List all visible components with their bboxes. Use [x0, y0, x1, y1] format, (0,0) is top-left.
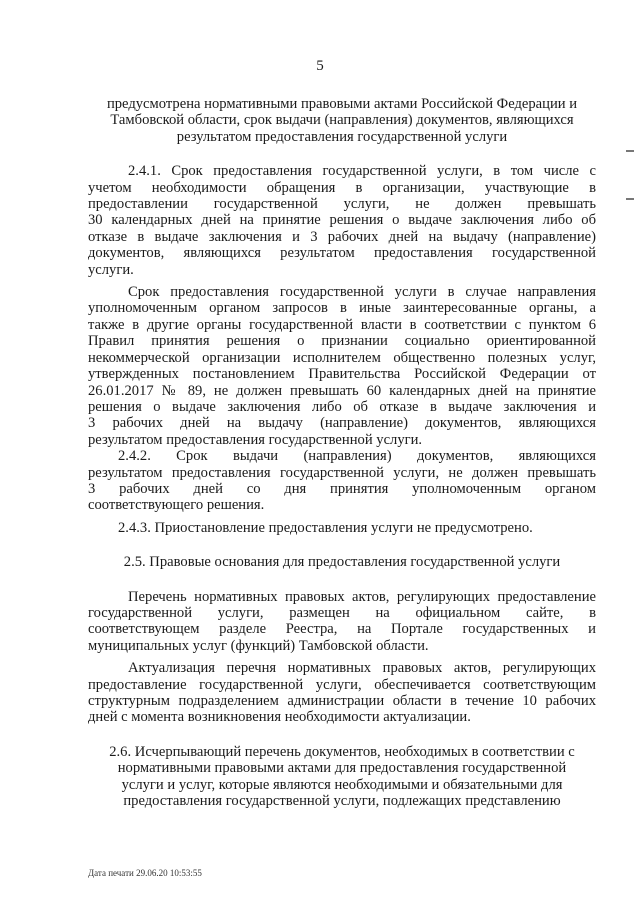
- text-line: 2.4.1. Срок предоставления государственной услуги, в том числе с: [128, 163, 596, 180]
- heading-line: результатом предоставления государственной услуги: [176, 128, 508, 145]
- text-line: дней с момента возникновения необходимости актуализации.: [88, 709, 471, 726]
- text-line: 3 рабочих дней со дня принятия уполномоченным органом: [88, 480, 596, 497]
- heading-line: Тамбовской области, срок выдачи (направления) документов, являющихся: [110, 112, 574, 129]
- text-line: Актуализация перечня нормативных правовых актов, регулирующих: [128, 660, 596, 677]
- text-line: учетом необходимости обращения в организации, участвующие в: [88, 179, 596, 196]
- text-line: предоставлении государственной услуги, не должен превышать: [88, 196, 596, 213]
- text-line: отказе в выдаче заключения и 3 рабочих дней на выдачу (направление): [88, 228, 596, 245]
- text-line: муниципальных услуг (функций) Тамбовской области.: [88, 637, 429, 654]
- page-number: 5: [316, 58, 324, 74]
- document-body: [88, 96, 596, 809]
- heading-2-5: 2.5. Правовые основания для предоставления государственной услуги: [123, 554, 561, 571]
- text-line: 3 рабочих дней на выдачу (направление) документов, являющихся: [88, 415, 596, 432]
- text-line: предоставление государственной услуги, обеспечивается соответствующим: [88, 676, 596, 693]
- text-line: документов, являющихся результатом предоставления государственной: [88, 245, 596, 262]
- scan-edge-mark: [626, 150, 634, 152]
- text-line: Перечень нормативных правовых актов, регулирующих предоставление: [128, 588, 596, 605]
- paragraph-actualization: [88, 660, 596, 726]
- heading-2-6: [88, 744, 596, 810]
- heading-line: услуги и услуг, которые являются необходимыми и обязательными для: [121, 776, 563, 793]
- text-line: государственной услуги, размещен на официальном сайте, в: [88, 604, 596, 621]
- section-heading-continuation: [88, 96, 596, 145]
- paragraph-2-4-3: 2.4.3. Приостановление предоставления услуги не предусмотрено.: [118, 519, 533, 536]
- text-line: некоммерческой организации исполнителем общественно полезных услуг,: [88, 349, 596, 366]
- paragraph-legal-acts-list: [88, 589, 596, 655]
- text-line: результатом предоставления государственной услуги.: [88, 431, 423, 448]
- text-line: соответствующего решения.: [88, 497, 265, 514]
- heading-line: нормативными правовыми актами для предоставления государственной: [117, 760, 567, 777]
- text-line: Правил принятия решения о признании социально ориентированной: [88, 333, 596, 350]
- text-line: результатом предоставления государственной услуги, не должен превышать: [88, 464, 596, 481]
- text-line: 30 календарных дней на принятие решения о выдаче заключения либо об: [88, 212, 596, 229]
- text-line: утвержденных постановлением Правительства Российской Федерации от: [88, 366, 596, 383]
- text-line: услуги.: [88, 261, 134, 278]
- text-line: соответствующем разделе Реестра, на Портале государственных и: [88, 621, 596, 638]
- paragraph-term: [88, 284, 596, 448]
- scan-edge-mark: [626, 198, 634, 200]
- heading-line: предусмотрена нормативными правовыми актами Российской Федерации и: [106, 96, 578, 112]
- text-line: структурным подразделением администрации области в течение 10 рабочих: [88, 693, 596, 709]
- heading-line: предоставления государственной услуги, подлежащих представлению: [123, 793, 561, 810]
- heading-line: 2.6. Исчерпывающий перечень документов, необходимых в соответствии с: [109, 743, 575, 760]
- paragraph-2-4-2: [88, 448, 596, 514]
- paragraph-2-4-1: [88, 163, 596, 278]
- text-line: также в другие органы государственной власти в соответствии с пунктом 6: [88, 316, 596, 333]
- text-line: 26.01.2017 № 89, не должен превышать 60 календарных дней на принятие: [88, 382, 596, 399]
- text-line: 2.4.2. Срок выдачи (направления) документов, являющихся: [118, 448, 596, 465]
- print-date-footer: Дата печати 29.06.20 10:53:55: [88, 868, 202, 878]
- text-line: Срок предоставления государственной услуги в случае направления: [128, 284, 596, 301]
- text-line: уполномоченным органом запросов в иные заинтересованные органы, а: [88, 300, 596, 317]
- text-line: решения о выдаче заключения либо об отказе в выдаче заключения и: [88, 398, 596, 415]
